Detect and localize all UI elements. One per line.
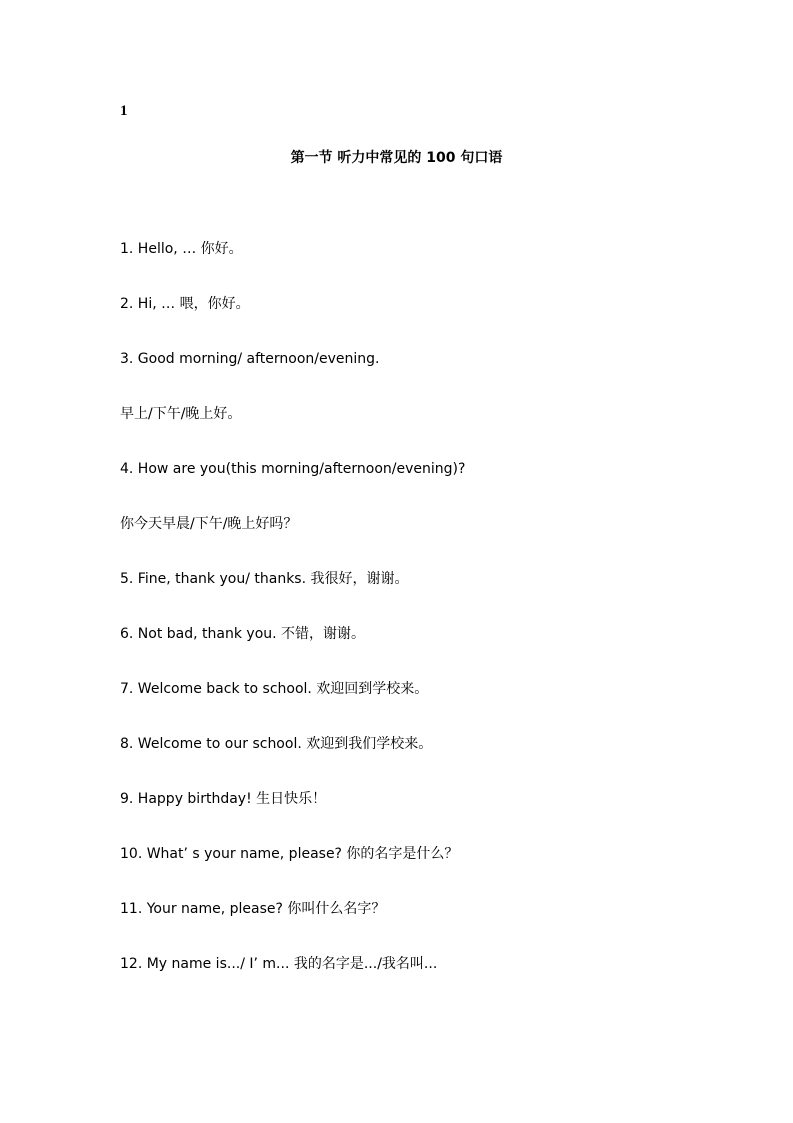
phrase-line-10: 10. What’ s your name, please? 你的名字是什么？ [120, 846, 459, 862]
phrase-line-11: 11. Your name, please? 你叫什么名字？ [120, 901, 386, 917]
phrase-line-3: 3. Good morning/ afternoon/evening. [120, 351, 380, 367]
phrase-line-5: 5. Fine, thank you/ thanks. 我很好，谢谢。 [120, 571, 409, 587]
phrase-line-12: 12. My name is.../ I’ m... 我的名字是.../我名叫... [120, 956, 438, 972]
phrase-line-4-translation: 你今天早晨/下午/晚上好吗？ [120, 516, 298, 532]
phrase-line-1: 1. Hello, … 你好。 [120, 241, 243, 257]
phrase-line-9: 9. Happy birthday! 生日快乐！ [120, 791, 327, 807]
phrase-line-2: 2. Hi, … 喂，你好。 [120, 296, 250, 312]
phrase-line-8: 8. Welcome to our school. 欢迎到我们学校来。 [120, 736, 433, 752]
phrase-line-3-translation: 早上/下午/晚上好。 [120, 406, 242, 422]
phrase-line-6: 6. Not bad, thank you. 不错，谢谢。 [120, 626, 366, 642]
section-title: 第一节 听力中常见的 100 句口语 [290, 150, 503, 166]
phrase-line-7: 7. Welcome back to school. 欢迎回到学校来。 [120, 681, 429, 697]
page-number: 1 [120, 103, 128, 119]
phrase-line-4: 4. How are you(this morning/afternoon/evening)? [120, 461, 466, 477]
